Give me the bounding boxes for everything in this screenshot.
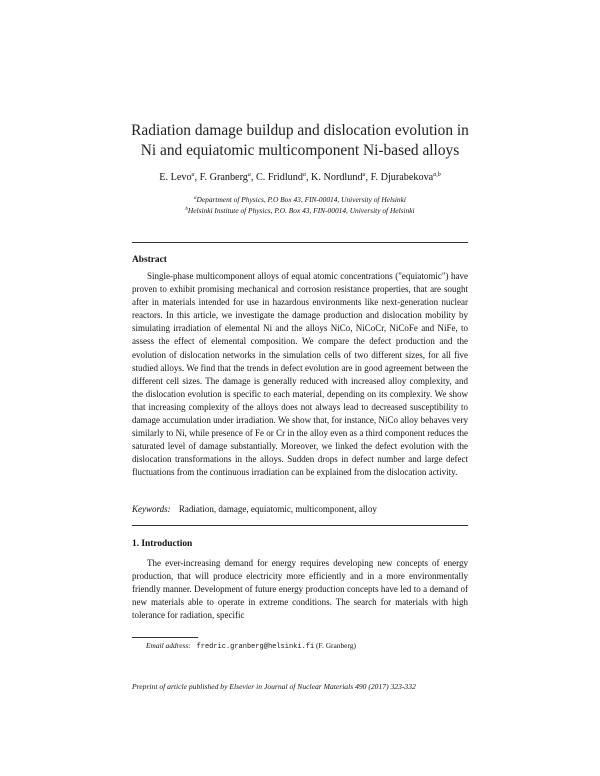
author: F. Granberg$^a$ bbox=[199, 172, 251, 183]
journal-note: Preprint of article published by Elsevier in Journal of Nuclear Materials 490 (2017) 323-332 bbox=[132, 682, 416, 691]
divider-bottom bbox=[132, 525, 468, 526]
footnote-divider bbox=[132, 637, 198, 638]
footnote-label: Email address: bbox=[146, 641, 191, 650]
author: E. Levo$^a$ bbox=[159, 172, 195, 183]
title-line-1: Radiation damage buildup and dislocation evolution in bbox=[131, 122, 469, 139]
keywords bbox=[132, 503, 468, 515]
affiliation-b: $^b$Helsinki Institute of Physics, P.O. Box 43, FIN-00014, University of Helsinki bbox=[185, 206, 415, 215]
abstract-text: Single-phase multicomponent alloys of equal atomic concentrations ("equiatomic") have proven to exhibit promising mechanical and corrosion resistance properties, that are sought after in materials intended for use in hazardous environments like next-generation nuclear reactors. In this article, we investigate the damage production and dislocation mobility by simulating irradiation of elemental Ni and the alloys NiCo, NiCoCr, NiCoFe and NiFe, to assess the effect of elemental composition. We compare the defect production and the evolution of dislocation networks in the simulation cells of two different sizes, for all five studied alloys. We find that the trends in defect evolution are in good agreement between the different cell sizes. The damage is generally reduced with increased alloy complexity, and the dislocation evolution is specific to each material, depending on its complexity. We show that increasing complexity of the alloys does not always lead to decreased susceptibility to damage accumulation under irradiation. We show that, for instance, NiCo alloy behaves very similarly to Ni, while presence of Fe or Cr in the alloy even as a third component reduces the saturated level of damage substantially. Moreover, we linked the defect evolution with the dislocation transformations in the alloys. Sudden drops in defect number and large defect fluctuations from the continuous irradiation can be explained from the dislocation activity. bbox=[132, 271, 468, 478]
author-list: E. Levo$^a$, F. Granberg$^a$, C. Fridlund$^a$, K. Nordlund$^a$, F. Djurabekova$^{a,b}$ bbox=[159, 172, 441, 183]
footnote-name: (F. Granberg) bbox=[316, 641, 356, 650]
affiliation-a: $^a$Department of Physics, P.O Box 43, FIN-00014, University of Helsinki bbox=[194, 195, 406, 204]
author: C. Fridlund$^a$ bbox=[255, 172, 306, 183]
divider-top bbox=[132, 242, 468, 243]
keywords-label: Keywords: bbox=[132, 504, 171, 514]
footnote bbox=[146, 641, 356, 652]
author: F. Djurabekova$^{a,b}$ bbox=[370, 172, 441, 183]
introduction-text: The ever-increasing demand for energy requires developing new concepts of energy production, that will produce electricity more efficiently and in a more environmentally friendly manner. Development of future energy production concepts have led to a demand of new materials able to operate in extreme conditions. The search for materials with high tolerance for radiation, specific bbox=[132, 558, 468, 621]
title-line-2: Ni and equiatomic multicomponent Ni-based alloys bbox=[140, 142, 460, 159]
introduction-heading: 1. Introduction bbox=[132, 539, 193, 549]
author: K. Nordlund$^a$ bbox=[311, 172, 366, 183]
abstract-heading: Abstract bbox=[132, 255, 167, 265]
email-link[interactable]: fredric.granberg@helsinki.fi bbox=[196, 643, 315, 651]
keywords-text: Radiation, damage, equiatomic, multicomponent, alloy bbox=[178, 504, 377, 514]
paper-title bbox=[100, 121, 500, 161]
